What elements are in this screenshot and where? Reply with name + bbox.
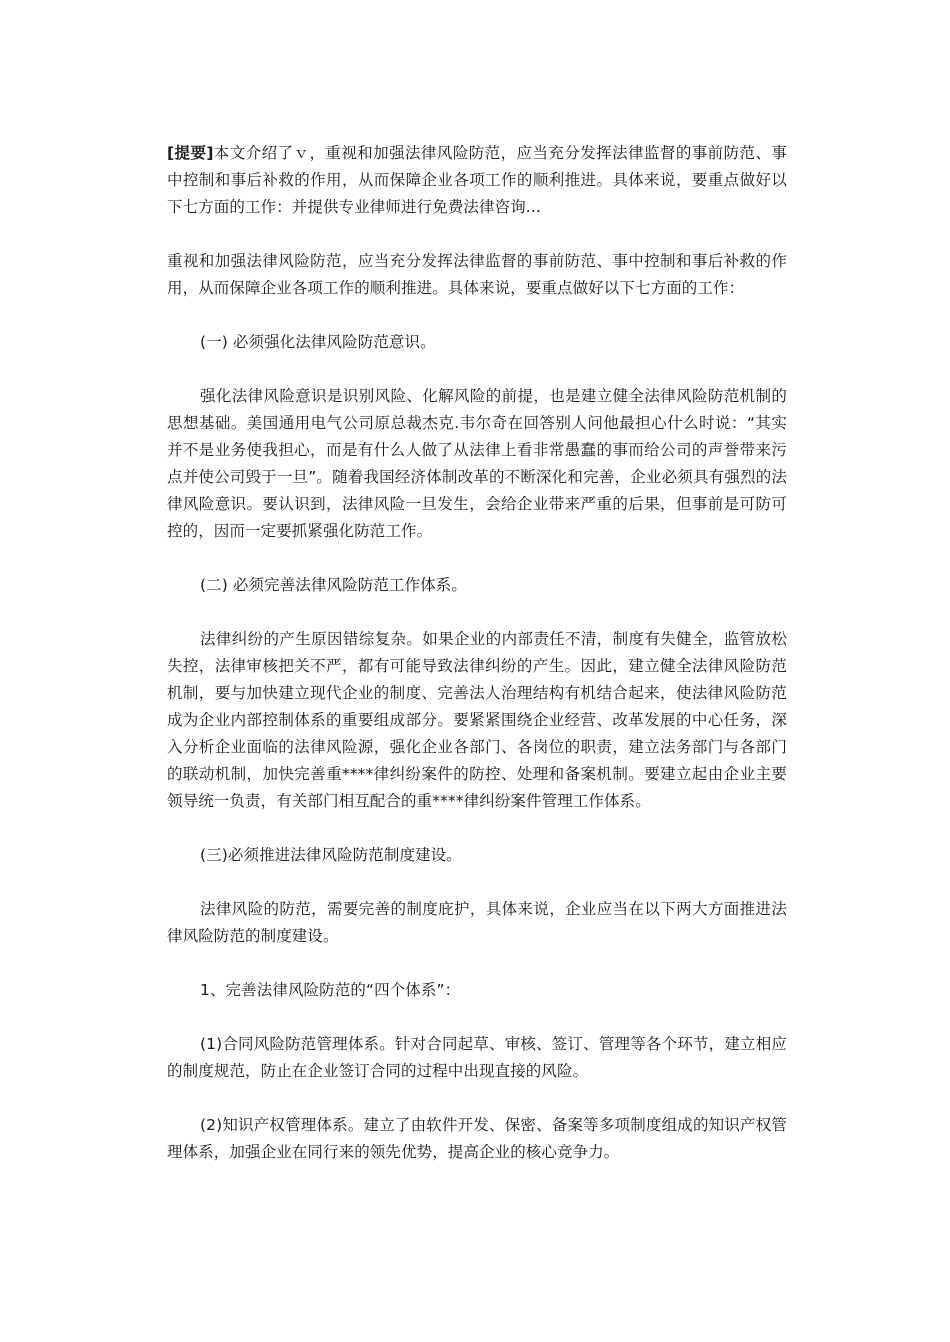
summary-paragraph [167,140,787,221]
section-heading-2: (二) 必须完善法律风险防范工作体系。 [200,576,467,594]
list-item: (2)知识产权管理体系。建立了由软件开发、保密、备案等多项制度组成的知识产权管理体系，加强企业在同行来的领先优势，提高企业的核心竞争力。 [167,1116,787,1161]
list-item: (1)合同风险防范管理体系。针对合同起草、审核、签订、管理等各个环节，建立相应的制度规范，防止在企业签订合同的过程中出现直接的风险。 [167,1035,787,1080]
document-body [167,140,787,1193]
body-paragraph: 法律风险的防范，需要完善的制度庇护，具体来说，企业应当在以下两大方面推进法律风险防范的制度建设。 [167,900,787,945]
body-paragraph: 强化法律风险意识是识别风险、化解风险的前提，也是建立健全法律风险防范机制的思想基础。美国通用电气公司原总裁杰克.韦尔奇在回答别人问他最担心什么时说：“其实并不是业务使我担心，而是有什么人做了从法律上看非常愚蠢的事而给公司的声誉带来污点并使公司毁于一旦”。随着我国经济体制改革的不断深化和完善，企业必须具有强烈的法律风险意识。要认识到，法律风险一旦发生，会给企业带来严重的后果，但事前是可防可控的，因而一定要抓紧强化防范工作。 [167,387,787,540]
summary-text: 本文介绍了ｖ，重视和加强法律风险防范，应当充分发挥法律监督的事前防范、事中控制和事后补救的作用，从而保障企业各项工作的顺利推进。具体来说，要重点做好以下七方面的工作：并提供专业律师进行免费法律咨询... [167,144,787,216]
summary-tag: [提要] [167,144,214,162]
subsection-heading: 1、完善法律风险防范的“四个体系”： [200,981,461,999]
section-heading-1: (一) 必须强化法律风险防范意识。 [200,333,436,351]
intro-paragraph: 重视和加强法律风险防范，应当充分发挥法律监督的事前防范、事中控制和事后补救的作用，从而保障企业各项工作的顺利推进。具体来说，要重点做好以下七方面的工作： [167,252,787,297]
section-heading-3: (三)必须推进法律风险防范制度建设。 [200,846,462,864]
body-paragraph: 法律纠纷的产生原因错综复杂。如果企业的内部责任不清，制度有失健全，监管放松失控，法律审核把关不严，都有可能导致法律纠纷的产生。因此，建立健全法律风险防范机制，要与加快建立现代企业的制度、完善法人治理结构有机结合起来，使法律风险防范成为企业内部控制体系的重要组成部分。要紧紧围绕企业经营、改革发展的中心任务，深入分析企业面临的法律风险源，强化企业各部门、各岗位的职责，建立法务部门与各部门的联动机制，加快完善重****律纠纷案件的防控、处理和备案机制。要建立起由企业主要领导统一负责，有关部门相互配合的重****律纠纷案件管理工作体系。 [167,630,787,810]
